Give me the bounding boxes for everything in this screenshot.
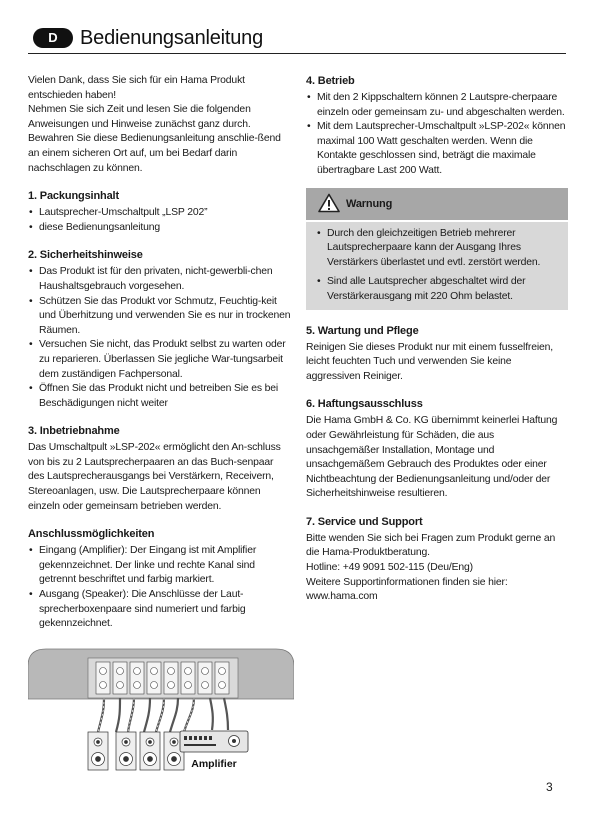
language-badge: D [33,28,73,48]
haftung-text: Die Hama GmbH & Co. KG übernimmt keinerlei Haftung oder Gewährleistung für Schäden, die aus unsachgemäßer Installation, Montage und unsachgemäßem Gebrauch des Produktes oder einer Nichtbeachtung der Bedienungsanleitung und/oder der Sicherheitshinweise resultieren. [306,415,558,500]
intro-text: Vielen Dank, dass Sie sich für ein Hama Produkt entschieden haben! Nehmen Sie sich Zeit und lesen Sie die folgenden Anweisungen und Hinweise zunächst ganz durch. Bewahren Sie diese Bedienungsanleitung anschlie-ßend an einem sicheren Ort auf, um bei Bedarf darin nachschlagen zu können. [28,75,281,174]
section-heading-haftung: 6. Haftungsausschluss [306,398,423,411]
warning-triangle-icon [318,193,340,213]
list-item: • Durch den gleichzeitigen Betrieb mehrerer Lautsprecherpaare kann der Ausgang Ihres Verstärkers überlastet und evtl. zerstört werden. [316,227,560,271]
section-heading-inbetriebnahme: 3. Inbetriebnahme [28,425,120,438]
terminal-clamp [215,662,229,694]
left-column [28,74,292,632]
section-heading-service: 7. Service und Support [306,515,423,528]
list-item: • Lautsprecher-Umschaltpult „LSP 202” [28,206,292,221]
section-heading-wartung: 5. Wartung und Pflege [306,324,419,337]
terminal-clamp [181,662,195,694]
section-heading-packungsinhalt: 1. Packungsinhalt [28,190,119,203]
document-title: Bedienungsanleitung [80,27,264,49]
wartung-text: Reinigen Sie dieses Produkt nur mit einem fusselfreien, leicht feuchten Tuch und verwenden Sie keine aggressiven Reiniger. [306,341,554,382]
list-item: • Öffnen Sie das Produkt nicht und betreiben Sie es bei Beschädigungen nicht weiter [28,382,292,411]
warning-header [306,188,568,220]
speaker-box [88,732,108,770]
connection-diagram [28,646,294,774]
terminal-clamp [96,662,110,694]
list-item: • diese Bedienungsanleitung [28,221,292,236]
terminal-clamp [113,662,127,694]
service-text: Bitte wenden Sie sich bei Fragen zum Produkt gerne an die Hama-Produktberatung. Hotline: +49 9091 502-115 (Deu/Eng) Weitere Supportinformationen finden sie hier: www.hama.com [306,532,556,603]
terminal-clamp [164,662,178,694]
section-heading-betrieb: 4. Betrieb [306,75,355,87]
connection-diagram-illustration [28,646,294,774]
speaker-box [116,732,136,770]
packungsinhalt-list [28,206,292,235]
terminal-clamp [147,662,161,694]
section-heading-anschluss: Anschlussmöglichkeiten [28,528,155,541]
list-item: • Das Produkt ist für den privaten, nicht-gewerbli-chen Haushaltsgebrauch vorgesehen. [28,265,292,294]
list-item: • Mit dem Lautsprecher-Umschaltpult »LSP-202« können maximal 100 Watt geschalten werden. Wenn die Kontakte geschlossen sind, beträgt die maximale übertragbare Last 200 Watt. [306,120,568,178]
speaker-box [140,732,160,770]
right-column [306,74,568,605]
terminal-clamp [130,662,144,694]
list-item: • Mit den 2 Kippschaltern können 2 Lautspre-cherpaare einzeln oder gemeinsam zu- und abgeschalten werden. [306,91,568,120]
page-header [28,24,566,54]
section-heading-sicherheitshinweise: 2. Sicherheitshinweise [28,249,143,262]
page-number: 3 [546,780,553,794]
warning-body [306,222,568,310]
warning-title: Warnung [346,197,393,210]
list-item: • Eingang (Amplifier): Der Eingang ist mit Amplifier gekennzeichnet. Der linke und rechte Kanal sind getrennt beschriftet und farbig markiert. [28,544,292,588]
warning-box [306,188,568,310]
list-item: • Sind alle Lautsprecher abgeschaltet wird der Verstärkerausgang mit 220 Ohm belastet. [316,275,560,304]
list-item: • Ausgang (Speaker): Die Anschlüsse der Laut-sprecherboxenpaare sind numeriert und farbig gekennzeichnet. [28,588,292,632]
sicherheitshinweise-list [28,265,292,411]
betrieb-list [306,91,568,179]
terminal-clamp [198,662,212,694]
list-item: • Schützen Sie das Produkt vor Schmutz, Feuchtig-keit und Überhitzung und verwenden Sie es nur in trockenen Räumen. [28,295,292,339]
inbetriebnahme-text: Das Umschaltpult »LSP-202« ermöglicht den An-schluss von bis zu 2 Lautsprecherpaaren an das Buch-senpaar des Lautsprecherausgangs bei Verstärkern, Receivern, Stereoanlagen, usw. Die Lautsprecherpaare können einzeln oder gemeinsam betrieben werden. [28,442,281,512]
amplifier-label: Amplifier [191,758,237,770]
anschluss-list [28,544,292,632]
list-item: • Versuchen Sie nicht, das Produkt selbst zu warten oder zu reparieren. Überlassen Sie jegliche War-tungsarbeit dem zuständigen Fachpersonal. [28,338,292,382]
